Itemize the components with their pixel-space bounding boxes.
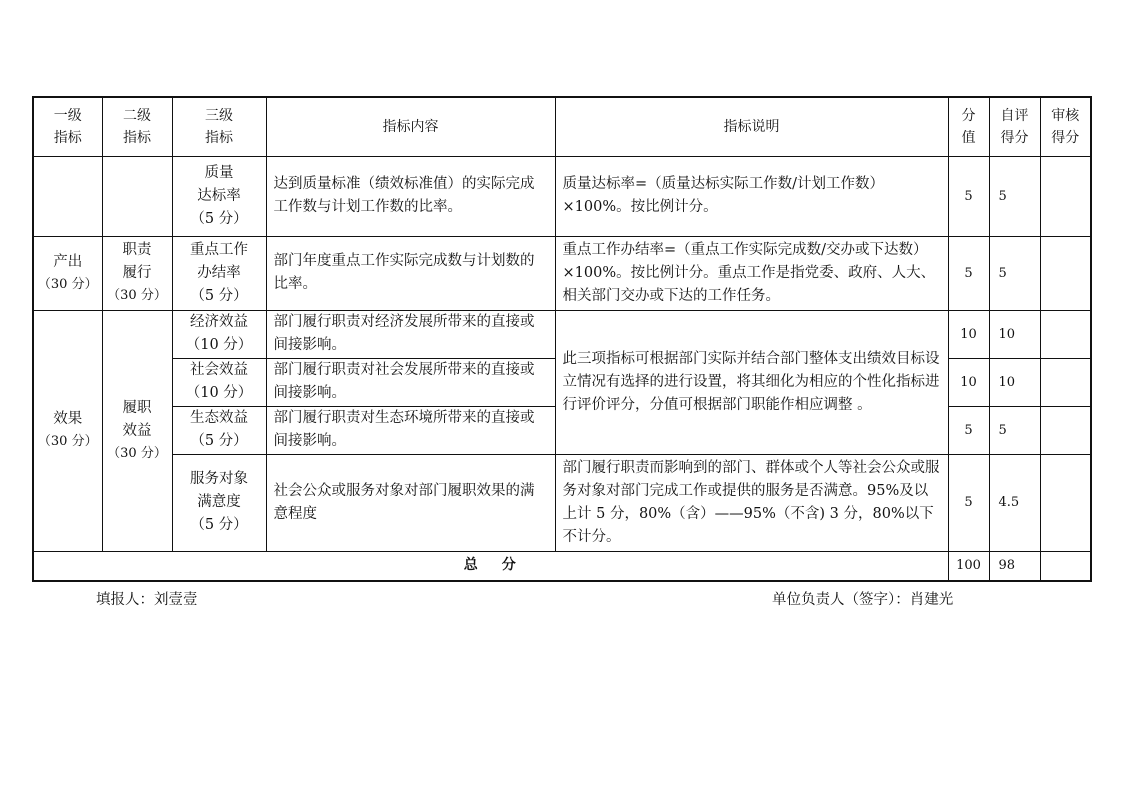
header-content: 指标内容 — [266, 97, 555, 156]
description-cell: 质量达标率=（质量达标实际工作数/计划工作数）×100%。按比例计分。 — [555, 156, 948, 236]
audit-score-cell — [1040, 358, 1091, 406]
self-score-cell: 5 — [989, 236, 1040, 310]
points-cell: 5 — [948, 236, 989, 310]
unit-head-label: 单位负责人（签字）： — [772, 592, 910, 608]
total-audit-score-cell — [1040, 551, 1091, 581]
unit-head-name: 肖建光 — [909, 592, 954, 608]
total-row — [33, 551, 1091, 581]
indicator-cell: 社会效益 （10 分） — [172, 358, 266, 406]
group-duty-cell: 职责 履行 （30 分） — [102, 236, 172, 310]
indicator-cell: 重点工作 办结率 （5 分） — [172, 236, 266, 310]
indicator-cell: 生态效益 （5 分） — [172, 406, 266, 454]
self-score-cell: 10 — [989, 310, 1040, 358]
group-output-cell: 产出 （30 分） — [33, 236, 102, 310]
table-header-row — [33, 97, 1091, 156]
indicator-cell: 质量 达标率 （5 分） — [172, 156, 266, 236]
description-cell: 部门履行职责而影响到的部门、群体或个人等社会公众或服务对象对部门完成工作或提供的服务是否满意。95%及以上计 5 分，80%（含）——95%（不含) 3 分，80%以下不计分。 — [555, 454, 948, 551]
header-level2: 二级 指标 — [102, 97, 172, 156]
points-cell: 5 — [948, 454, 989, 551]
unit-head-signature-line — [772, 588, 953, 609]
reporter-line — [96, 588, 198, 609]
self-score-cell: 10 — [989, 358, 1040, 406]
points-cell: 5 — [948, 406, 989, 454]
description-cell: 重点工作办结率=（重点工作实际完成数/交办或下达数）×100%。按比例计分。重点工作是指党委、政府、人大、相关部门交办或下达的工作任务。 — [555, 236, 948, 310]
content-cell: 部门履行职责对社会发展所带来的直接或间接影响。 — [266, 358, 555, 406]
content-cell: 达到质量标准（绩效标准值）的实际完成工作数与计划工作数的比率。 — [266, 156, 555, 236]
header-points: 分 值 — [948, 97, 989, 156]
performance-evaluation-table — [32, 96, 1092, 582]
points-cell: 10 — [948, 310, 989, 358]
total-label: 总 分 — [33, 551, 948, 581]
self-score-cell: 5 — [989, 156, 1040, 236]
merged-description-cell: 此三项指标可根据部门实际并结合部门整体支出绩效目标设立情况有选择的进行设置，将其细化为相应的个性化指标进行评价评分，分值可根据部门职能作相应调整 。 — [555, 310, 948, 454]
header-audit-score: 审核 得分 — [1040, 97, 1091, 156]
indicator-cell: 经济效益 （10 分） — [172, 310, 266, 358]
self-score-cell: 4.5 — [989, 454, 1040, 551]
header-self-score: 自评 得分 — [989, 97, 1040, 156]
self-score-cell: 5 — [989, 406, 1040, 454]
indicator-cell: 服务对象 满意度 （5 分） — [172, 454, 266, 551]
group-perf-cell: 履职 效益 （30 分） — [102, 310, 172, 551]
table-row — [33, 454, 1091, 551]
total-points-cell: 100 — [948, 551, 989, 581]
content-cell: 部门年度重点工作实际完成数与计划数的比率。 — [266, 236, 555, 310]
points-cell: 5 — [948, 156, 989, 236]
audit-score-cell — [1040, 310, 1091, 358]
empty-cell — [102, 156, 172, 236]
header-level3: 三级 指标 — [172, 97, 266, 156]
reporter-name: 刘壹壹 — [154, 592, 198, 608]
audit-score-cell — [1040, 236, 1091, 310]
audit-score-cell — [1040, 156, 1091, 236]
table-row — [33, 310, 1091, 358]
header-description: 指标说明 — [555, 97, 948, 156]
group-effect-cell: 效果 （30 分） — [33, 310, 102, 551]
empty-cell — [33, 156, 102, 236]
total-self-score-cell: 98 — [989, 551, 1040, 581]
content-cell: 社会公众或服务对象对部门履职效果的满意程度 — [266, 454, 555, 551]
points-cell: 10 — [948, 358, 989, 406]
table-row — [33, 236, 1091, 310]
audit-score-cell — [1040, 406, 1091, 454]
reporter-label: 填报人： — [96, 592, 154, 608]
content-cell: 部门履行职责对生态环境所带来的直接或间接影响。 — [266, 406, 555, 454]
header-level1: 一级 指标 — [33, 97, 102, 156]
table-row — [33, 156, 1091, 236]
content-cell: 部门履行职责对经济发展所带来的直接或间接影响。 — [266, 310, 555, 358]
audit-score-cell — [1040, 454, 1091, 551]
